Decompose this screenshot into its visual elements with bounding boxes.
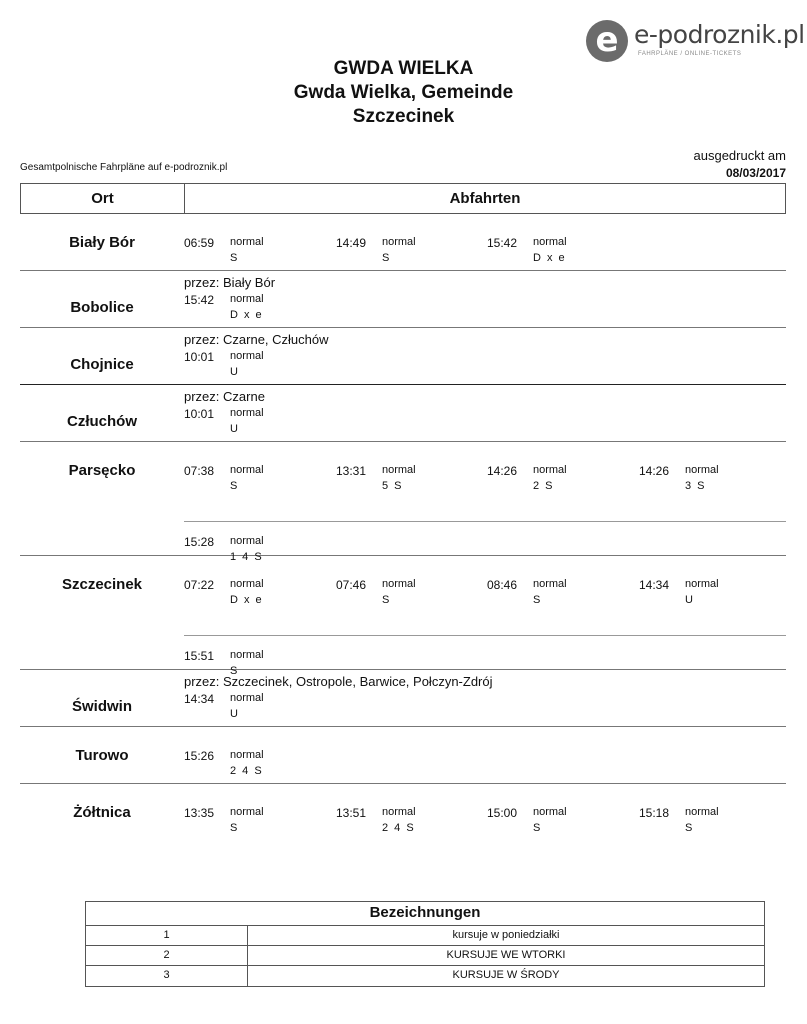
table-row: [20, 670, 786, 727]
departure-days: S: [685, 822, 694, 834]
column-header-ort: Ort: [21, 184, 185, 213]
departure-time: 13:51: [336, 806, 367, 820]
departure-days: S: [230, 252, 239, 264]
departure-kind: normal: [230, 535, 264, 547]
departures-table: [20, 214, 786, 841]
printed-date: 08/03/2017: [725, 166, 786, 180]
departure-days: 2 4 S: [230, 765, 264, 777]
departure-time: 13:35: [184, 806, 215, 820]
departure-days: S: [230, 822, 239, 834]
departure-kind: normal: [533, 578, 567, 590]
departure-kind: normal: [230, 749, 264, 761]
departure-days: 3 S: [685, 480, 707, 492]
departure-days: D x e: [230, 309, 264, 321]
departure-time: 15:18: [639, 806, 670, 820]
table-row: [20, 214, 786, 271]
departure-line: [184, 806, 786, 863]
source-note: Gesamtpolnische Fahrpläne auf e-podroznik.pl: [20, 162, 228, 173]
place-name: Chojnice: [70, 356, 134, 373]
legend-code: 3: [86, 966, 248, 986]
departure-kind: normal: [230, 293, 264, 305]
departure-time: 15:26: [184, 749, 215, 763]
departure-kind: normal: [230, 407, 264, 419]
table-row: [20, 271, 786, 328]
departure-days: 1 4 S: [230, 551, 264, 563]
departure-kind: normal: [230, 236, 264, 248]
via-note: przez: Szczecinek, Ostropole, Barwice, Połczyn-Zdrój: [184, 674, 493, 689]
departure-kind: normal: [230, 578, 264, 590]
departure-time: 14:26: [487, 464, 518, 478]
departure-kind: normal: [382, 806, 416, 818]
place-name: Parsęcko: [68, 462, 136, 479]
departure-days: S: [382, 252, 391, 264]
logo-text: e-podroznik.pl: [634, 20, 805, 49]
departure-time: 14:34: [184, 692, 215, 706]
departure-days: S: [533, 822, 542, 834]
table-row: [20, 556, 786, 677]
departure-time: 10:01: [184, 407, 215, 421]
departure-kind: normal: [685, 464, 719, 476]
departure-kind: normal: [230, 806, 264, 818]
departure-days: U: [685, 594, 695, 606]
departure-kind: normal: [230, 649, 264, 661]
departure-kind: normal: [533, 806, 567, 818]
legend-text: KURSUJE WE WTORKI: [446, 949, 566, 961]
table-row: [20, 385, 786, 442]
title-stop: GWDA WIELKA: [333, 58, 474, 79]
legend-row: [86, 966, 764, 986]
printed-label: ausgedruckt am: [693, 148, 786, 163]
departure-days: D x e: [533, 252, 567, 264]
place-name: Żółtnica: [73, 804, 131, 821]
departure-kind: normal: [382, 236, 416, 248]
title-municipality: Gwda Wielka, Gemeinde: [293, 82, 514, 103]
place-name: Biały Bór: [69, 234, 135, 251]
departure-days: U: [230, 423, 240, 435]
table-row: [20, 442, 786, 563]
departure-kind: normal: [230, 464, 264, 476]
departure-days: 2 4 S: [382, 822, 416, 834]
table-row: [20, 727, 786, 784]
departure-line: [184, 464, 786, 521]
legend-code: 2: [86, 946, 248, 965]
departure-kind: normal: [230, 350, 264, 362]
legend-row: [86, 946, 764, 966]
departure-kind: normal: [230, 692, 264, 704]
legend-title: Bezeichnungen: [86, 902, 764, 926]
departure-time: 07:46: [336, 578, 367, 592]
departure-time: 07:38: [184, 464, 215, 478]
page-title: [0, 57, 807, 129]
legend-row: [86, 926, 764, 946]
departure-days: 2 S: [533, 480, 555, 492]
departure-time: 15:42: [487, 236, 518, 250]
departure-days: U: [230, 708, 240, 720]
departure-time: 15:28: [184, 535, 215, 549]
legend-code: 1: [86, 926, 248, 945]
table-row: [20, 328, 786, 385]
logo: [586, 18, 805, 62]
via-note: przez: Biały Bór: [184, 275, 276, 290]
departure-time: 14:26: [639, 464, 670, 478]
logo-tagline: FAHRPLÄNE / ONLINE-TICKETS: [638, 51, 742, 57]
logo-mark-letter: e: [595, 20, 619, 60]
legend-text: kursuje w poniedziałki: [452, 929, 560, 941]
departure-time: 14:34: [639, 578, 670, 592]
departure-time: 06:59: [184, 236, 215, 250]
place-name: Bobolice: [70, 299, 134, 316]
via-note: przez: Czarne: [184, 389, 265, 404]
place-name: Człuchów: [67, 413, 137, 430]
departure-time: 15:42: [184, 293, 215, 307]
legend-text: KURSUJE W ŚRODY: [452, 969, 560, 981]
departure-time: 15:51: [184, 649, 215, 663]
departure-line: [184, 578, 786, 635]
departure-kind: normal: [382, 464, 416, 476]
departure-time: 10:01: [184, 350, 215, 364]
legend-table: [85, 901, 765, 987]
departure-days: S: [382, 594, 391, 606]
departure-time: 15:00: [487, 806, 518, 820]
departure-time: 08:46: [487, 578, 518, 592]
departure-time: 07:22: [184, 578, 215, 592]
departure-kind: normal: [685, 806, 719, 818]
table-header: [20, 183, 786, 214]
departure-days: U: [230, 366, 240, 378]
departure-kind: normal: [533, 464, 567, 476]
place-name: Turowo: [75, 747, 129, 764]
departure-days: D x e: [230, 594, 264, 606]
logo-mark-icon: [586, 20, 628, 62]
departure-days: S: [230, 665, 239, 677]
place-name: Świdwin: [72, 698, 132, 715]
column-header-abfahrten: Abfahrten: [449, 190, 521, 207]
departure-days: S: [533, 594, 542, 606]
place-name: Szczecinek: [61, 576, 143, 593]
departure-kind: normal: [382, 578, 416, 590]
departure-kind: normal: [685, 578, 719, 590]
departure-days: S: [230, 480, 239, 492]
via-note: przez: Czarne, Człuchów: [184, 332, 329, 347]
departure-time: 13:31: [336, 464, 367, 478]
departure-days: 5 S: [382, 480, 404, 492]
departure-time: 14:49: [336, 236, 367, 250]
table-row: [20, 784, 786, 841]
departure-kind: normal: [533, 236, 567, 248]
title-county: Szczecinek: [352, 106, 455, 127]
